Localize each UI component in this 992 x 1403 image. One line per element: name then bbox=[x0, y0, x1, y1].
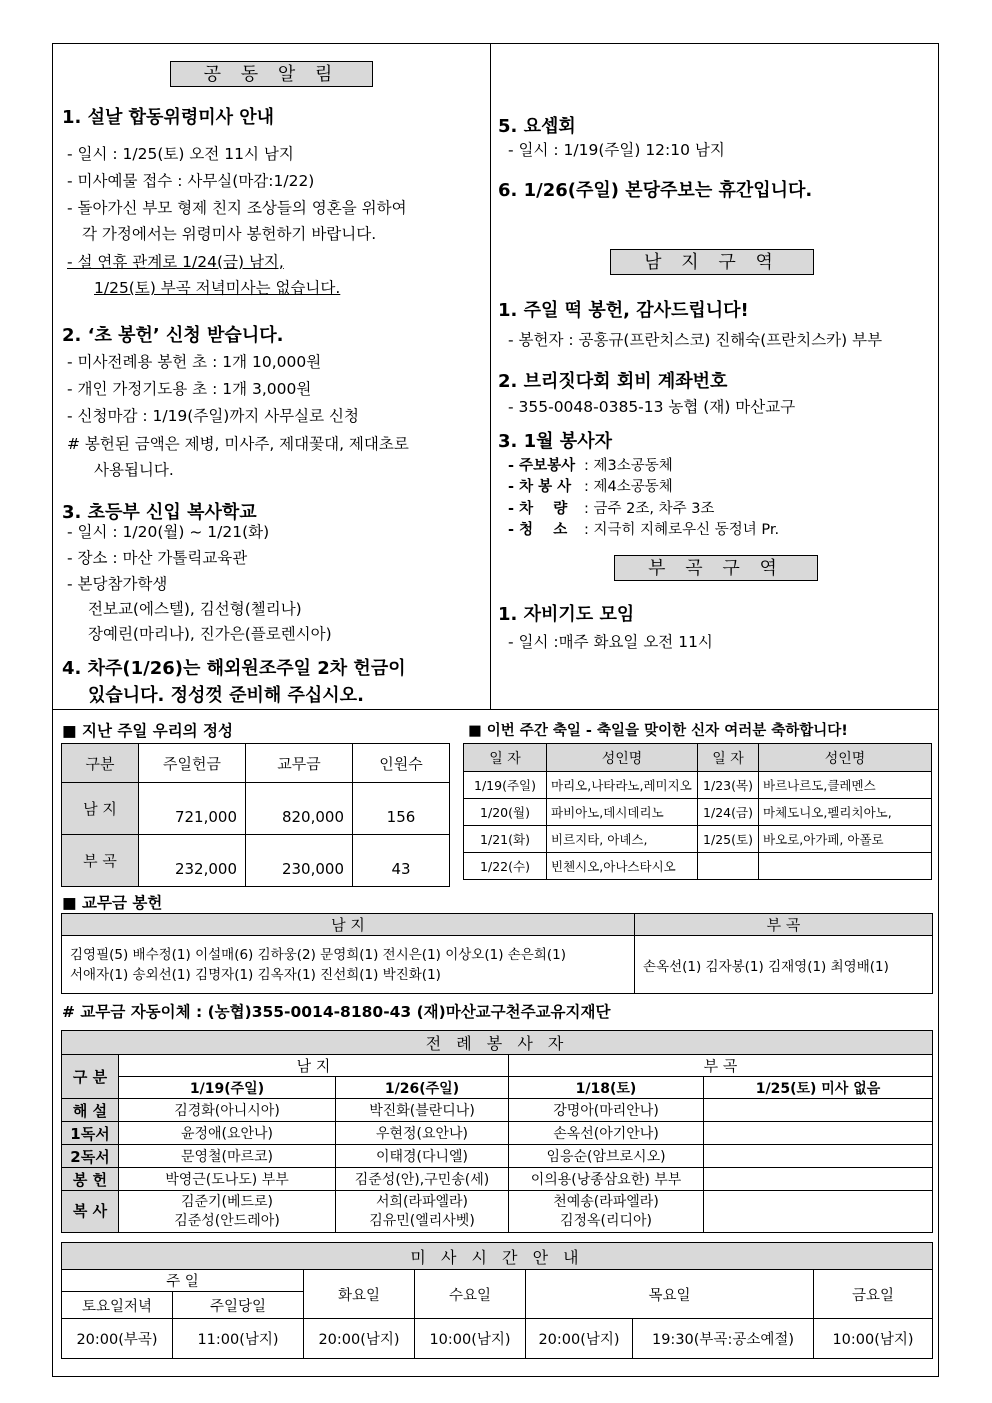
notice-5-line: - 일시 : 1/19(주일) 12:10 남지 bbox=[508, 141, 725, 159]
liturgy-cell bbox=[704, 1191, 933, 1233]
liturgy-role: 해 설 bbox=[62, 1099, 119, 1122]
liturgy-cell bbox=[336, 1191, 509, 1233]
column-divider bbox=[490, 44, 491, 709]
feast-date: 1/25(토) bbox=[698, 826, 759, 853]
notice-1-line: - 미사예물 접수 : 사무실(마감:1/22) bbox=[67, 172, 315, 190]
mass-day-header: 토요일저녁 bbox=[62, 1292, 173, 1319]
feast-date: 1/20(월) bbox=[464, 799, 547, 826]
liturgy-cell: 윤정애(요안나) bbox=[119, 1122, 336, 1145]
feast-date bbox=[698, 853, 759, 880]
dues-bugok-cell: 손옥선(1) 김자봉(1) 김재영(1) 최영배(1) bbox=[635, 936, 933, 994]
liturgy-cell: 박영근(도나도) 부부 bbox=[119, 1168, 336, 1191]
notice-2-line: - 미사전례용 봉헌 초 : 1개 10,000원 bbox=[67, 353, 322, 371]
feast-date: 1/19(주일) bbox=[464, 772, 547, 799]
dues-namji-cell bbox=[62, 936, 635, 994]
offering-table bbox=[61, 743, 450, 887]
offering-header: 인원수 bbox=[353, 744, 450, 783]
feast-date: 1/21(화) bbox=[464, 826, 547, 853]
mass-day-header: 화요일 bbox=[304, 1270, 415, 1319]
notice-1-line: 1/25(토) 부곡 저녁미사는 없습니다. bbox=[94, 279, 341, 297]
liturgy-cell: 손옥선(아기안나) bbox=[509, 1122, 704, 1145]
feast-title: ■ 이번 주간 축일 - 축일을 맞이한 신자 여러분 축하합니다! bbox=[468, 723, 848, 739]
namji-1-line: - 봉헌자 : 공홍규(프란치스코) 진해숙(프란치스카) 부부 bbox=[508, 331, 883, 349]
liturgy-role: 복 사 bbox=[62, 1191, 119, 1233]
liturgy-role: 2독서 bbox=[62, 1145, 119, 1168]
liturgy-cell: 문영철(마르코) bbox=[119, 1145, 336, 1168]
feast-saint: 바르나르도,클레멘스 bbox=[759, 772, 932, 799]
liturgy-date: 1/18(토) bbox=[509, 1077, 704, 1099]
server-name: 김준기(베드로) bbox=[180, 1193, 274, 1210]
feast-table bbox=[463, 743, 932, 880]
section-divider bbox=[53, 709, 938, 710]
mass-time: 20:00(남지) bbox=[526, 1319, 633, 1359]
notice-2-line: - 개인 가정기도용 초 : 1개 3,000원 bbox=[67, 380, 312, 398]
offering-count: 156 bbox=[353, 783, 450, 835]
feast-header: 성인명 bbox=[547, 744, 698, 772]
liturgy-cell: 김경화(아니시아) bbox=[119, 1099, 336, 1122]
notice-3-line: 전보교(에스텔), 김선형(첼리나) bbox=[88, 600, 302, 618]
notice-1-line: - 돌아가신 부모 형제 친지 조상들의 영혼을 위하여 bbox=[67, 199, 407, 217]
mass-day-header: 목요일 bbox=[526, 1270, 814, 1319]
notice-5-heading: 5. 요셉회 bbox=[498, 116, 576, 137]
mass-title: 미 사 시 간 안 내 bbox=[62, 1243, 933, 1270]
offering-sunday: 721,000 bbox=[139, 783, 246, 835]
namji-2-line: - 355-0048-0385-13 농협 (재) 마산교구 bbox=[508, 398, 796, 416]
mass-time: 19:30(부곡:공소예절) bbox=[633, 1319, 814, 1359]
liturgy-role: 봉 헌 bbox=[62, 1168, 119, 1191]
server-name: 김정옥(리디아) bbox=[559, 1212, 653, 1229]
notice-1-line: - 일시 : 1/25(토) 오전 11시 남지 bbox=[67, 145, 294, 163]
liturgy-cell: 우현정(요안나) bbox=[336, 1122, 509, 1145]
feast-saint: 바오로,아가페, 아폴로 bbox=[759, 826, 932, 853]
offering-dues: 820,000 bbox=[246, 783, 353, 835]
dues-transfer: # 교무금 자동이체 : (농협)355-0014-8180-43 (재)마산교구천주교유지재단 bbox=[62, 1003, 611, 1021]
liturgy-cell: 박진화(블란디나) bbox=[336, 1099, 509, 1122]
mass-table bbox=[61, 1242, 933, 1359]
feast-date: 1/22(수) bbox=[464, 853, 547, 880]
server-name: 서희(라파엘라) bbox=[375, 1193, 469, 1210]
bugok-title: 부 곡 구 역 bbox=[614, 555, 818, 581]
offering-title: ■ 지난 주일 우리의 정성 bbox=[62, 722, 233, 740]
common-notice-title: 공 동 알 림 bbox=[170, 61, 373, 87]
liturgy-cell bbox=[704, 1099, 933, 1122]
liturgy-namji-header: 남 지 bbox=[119, 1055, 509, 1077]
notice-2-line: # 봉헌된 금액은 제병, 미사주, 제대꽃대, 제대초로 bbox=[67, 435, 409, 453]
feast-saint: 마리오,나타라노,레미지오 bbox=[547, 772, 698, 799]
liturgy-date: 1/19(주일) bbox=[119, 1077, 336, 1099]
notice-4-line: 4. 차주(1/26)는 해외원조주일 2차 헌금이 bbox=[62, 658, 406, 679]
dues-table bbox=[61, 913, 933, 994]
offering-header: 구분 bbox=[62, 744, 139, 783]
volunteer-value: : 제3소공동체 bbox=[584, 458, 673, 474]
mass-time: 10:00(남지) bbox=[415, 1319, 526, 1359]
liturgy-date: 1/25(토) 미사 없음 bbox=[704, 1077, 933, 1099]
liturgy-cell bbox=[509, 1191, 704, 1233]
volunteer-value: : 제4소공동체 bbox=[584, 479, 673, 495]
liturgy-title: 전 례 봉 사 자 bbox=[62, 1031, 933, 1055]
dues-namji-line: 김영필(5) 배수정(1) 이설매(6) 김하웅(2) 문영희(1) 전시은(1) 이상오(1) 손은희(1) bbox=[70, 946, 567, 963]
notice-3-heading: 3. 초등부 신입 복사학교 bbox=[62, 502, 257, 523]
feast-saint: 빈첸시오,아나스타시오 bbox=[547, 853, 698, 880]
notice-4-line: 있습니다. 정성껏 준비해 주십시오. bbox=[88, 685, 364, 706]
offering-header: 교무금 bbox=[246, 744, 353, 783]
offering-dues: 230,000 bbox=[246, 835, 353, 887]
volunteer-label: - 주보봉사 bbox=[508, 458, 576, 474]
feast-saint: 파비아노,데시데리노 bbox=[547, 799, 698, 826]
notice-1-line: 각 가정에서는 위령미사 봉헌하기 바랍니다. bbox=[82, 225, 377, 243]
mass-time: 10:00(남지) bbox=[814, 1319, 933, 1359]
volunteer-label: - 차 량 bbox=[508, 501, 568, 517]
liturgy-bugok-header: 부 곡 bbox=[509, 1055, 933, 1077]
liturgy-cell: 김준성(안),구민송(세) bbox=[336, 1168, 509, 1191]
liturgy-role: 1독서 bbox=[62, 1122, 119, 1145]
feast-header: 성인명 bbox=[759, 744, 932, 772]
notice-3-line: - 본당참가학생 bbox=[67, 575, 168, 593]
bugok-1-line: - 일시 :매주 화요일 오전 11시 bbox=[508, 633, 713, 651]
notice-1-heading: 1. 설날 합동위령미사 안내 bbox=[62, 107, 275, 128]
dues-namji-header: 남 지 bbox=[62, 914, 635, 936]
liturgy-cell bbox=[704, 1168, 933, 1191]
notice-2-heading: 2. ‘초 봉헌’ 신청 받습니다. bbox=[62, 325, 284, 346]
feast-date: 1/23(목) bbox=[698, 772, 759, 799]
feast-saint bbox=[759, 853, 932, 880]
offering-sunday: 232,000 bbox=[139, 835, 246, 887]
server-name: 천예송(라파엘라) bbox=[553, 1193, 659, 1210]
server-name: 김유민(엘리사벳) bbox=[369, 1212, 475, 1229]
notice-2-line: - 신청마감 : 1/19(주일)까지 사무실로 신청 bbox=[67, 407, 359, 425]
volunteer-label: - 청 소 bbox=[508, 522, 568, 538]
namji-2-heading: 2. 브리짓다회 회비 계좌번호 bbox=[498, 371, 728, 392]
volunteer-value: : 지극히 지혜로우신 동정녀 Pr. bbox=[584, 522, 780, 538]
liturgy-cell: 임응순(암브로시오) bbox=[509, 1145, 704, 1168]
liturgy-cell: 이태경(다니엘) bbox=[336, 1145, 509, 1168]
liturgy-cell: 이의용(낭종삼요한) 부부 bbox=[509, 1168, 704, 1191]
dues-title: ■ 교무금 봉헌 bbox=[62, 894, 163, 912]
liturgy-cell bbox=[119, 1191, 336, 1233]
feast-saint: 비르지타, 아녜스, bbox=[547, 826, 698, 853]
dues-bugok-header: 부 곡 bbox=[635, 914, 933, 936]
mass-day-header: 금요일 bbox=[814, 1270, 933, 1319]
offering-row-name: 남 지 bbox=[62, 783, 139, 835]
mass-sunday-header: 주 일 bbox=[62, 1270, 304, 1292]
volunteer-label: - 차 봉 사 bbox=[508, 479, 572, 495]
server-name: 김준성(안드레아) bbox=[174, 1212, 280, 1229]
namji-3-heading: 3. 1월 봉사자 bbox=[498, 431, 612, 452]
mass-day-header: 수요일 bbox=[415, 1270, 526, 1319]
liturgy-cell: 강명아(마리안나) bbox=[509, 1099, 704, 1122]
volunteer-value: : 금주 2조, 차주 3조 bbox=[584, 501, 715, 517]
offering-row-name: 부 곡 bbox=[62, 835, 139, 887]
namji-1-heading: 1. 주일 떡 봉헌, 감사드립니다! bbox=[498, 300, 749, 321]
mass-time: 20:00(남지) bbox=[304, 1319, 415, 1359]
notice-3-line: - 일시 : 1/20(월) ~ 1/21(화) bbox=[67, 523, 270, 541]
mass-day-header: 주일당일 bbox=[173, 1292, 304, 1319]
liturgy-date: 1/26(주일) bbox=[336, 1077, 509, 1099]
offering-count: 43 bbox=[353, 835, 450, 887]
liturgy-cell bbox=[704, 1122, 933, 1145]
bugok-1-heading: 1. 자비기도 모임 bbox=[498, 604, 635, 625]
liturgy-cell bbox=[704, 1145, 933, 1168]
feast-saint: 마체도니오,펠리치아노, bbox=[759, 799, 932, 826]
liturgy-group-label: 구 분 bbox=[62, 1055, 119, 1099]
feast-date: 1/24(금) bbox=[698, 799, 759, 826]
notice-3-line: 장예린(마리나), 진가은(플로렌시아) bbox=[88, 625, 332, 643]
mass-time: 11:00(남지) bbox=[173, 1319, 304, 1359]
namji-title: 남 지 구 역 bbox=[610, 249, 814, 275]
notice-2-line: 사용됩니다. bbox=[94, 461, 174, 479]
feast-header: 일 자 bbox=[698, 744, 759, 772]
notice-6-heading: 6. 1/26(주일) 본당주보는 휴간입니다. bbox=[498, 180, 813, 201]
feast-header: 일 자 bbox=[464, 744, 547, 772]
offering-header: 주일헌금 bbox=[139, 744, 246, 783]
dues-namji-line: 서애자(1) 송외선(1) 김명자(1) 김옥자(1) 진선희(1) 박진화(1) bbox=[70, 966, 441, 983]
notice-3-line: - 장소 : 마산 가톨릭교육관 bbox=[67, 549, 248, 567]
mass-time: 20:00(부곡) bbox=[62, 1319, 173, 1359]
notice-1-line: - 설 연휴 관계로 1/24(금) 남지, bbox=[67, 253, 284, 271]
liturgy-table bbox=[61, 1030, 933, 1233]
